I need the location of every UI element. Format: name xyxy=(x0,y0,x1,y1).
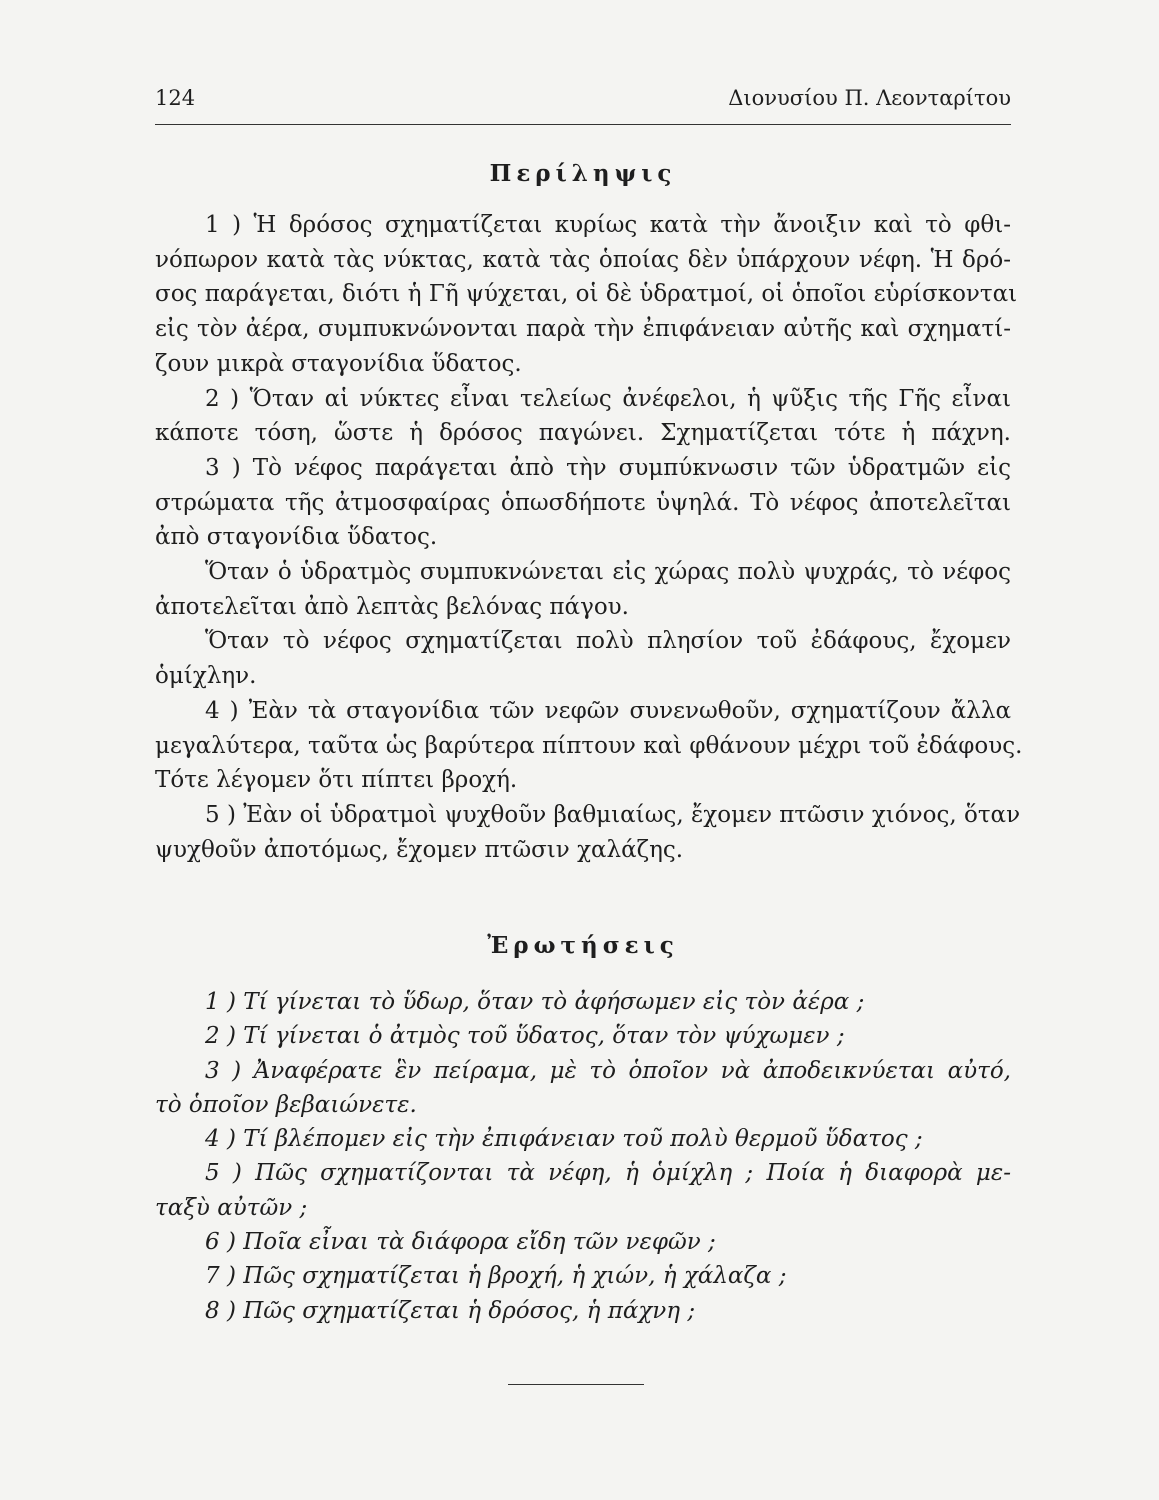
page-number: 124 xyxy=(155,86,196,110)
summary-line: νόπωρον κατὰ τὰς νύκτας, κατὰ τὰς ὁποίας δὲν ὑπάρχουν νέφη. Ἡ δρό- xyxy=(155,246,1011,273)
summary-line: Ὅταν τὸ νέφος σχηματίζεται πολὺ πλησίον τοῦ ἐδάφους, ἔχομεν xyxy=(205,628,1011,655)
question-line: τὸ ὁποῖον βεβαιώνετε. xyxy=(155,1091,417,1118)
summary-line: εἰς τὸν ἀέρα, συμπυκνώνονται παρὰ τὴν ἐπιφάνειαν αὐτῆς καὶ σχηματί- xyxy=(155,316,1011,343)
question-line: 8 ) Πῶς σχηματίζεται ἡ δρόσος, ἡ πάχνη ; xyxy=(205,1297,696,1324)
questions-list xyxy=(155,985,1011,1328)
question-line: 4 ) Τί βλέπομεν εἰς τὴν ἐπιφάνειαν τοῦ πολὺ θερμοῦ ὕδατος ; xyxy=(205,1126,923,1153)
question-line: 7 ) Πῶς σχηματίζεται ἡ βροχή, ἡ χιών, ἡ χάλαζα ; xyxy=(205,1263,787,1290)
questions-heading: Ἐρωτήσεις xyxy=(487,932,679,959)
summary-line: ὁμίχλην. xyxy=(155,663,257,690)
question-line: 1 ) Τί γίνεται τὸ ὕδωρ, ὅταν τὸ ἀφήσωμεν εἰς τὸν ἀέρα ; xyxy=(205,989,865,1015)
summary-line: μεγαλύτερα, ταῦτα ὡς βαρύτερα πίπτουν καὶ φθάνουν μέχρι τοῦ ἐδάφους. xyxy=(155,732,1023,759)
summary-line: 3 ) Τὸ νέφος παράγεται ἀπὸ τὴν συμπύκνωσιν τῶν ὑδρατμῶν εἰς xyxy=(205,454,1011,481)
summary-line: 1 ) Ἡ δρόσος σχηματίζεται κυρίως κατὰ τὴν ἄνοιξιν καὶ τὸ φθι- xyxy=(205,212,1011,238)
summary-heading: Περίληψις xyxy=(489,160,677,187)
summary-line: 4 ) Ἐὰν τὰ σταγονίδια τῶν νεφῶν συνενωθοῦν, σχηματίζουν ἄλλα xyxy=(205,697,1011,724)
question-line: 3 ) Ἀναφέρατε ἓν πείραμα, μὲ τὸ ὁποῖον νὰ ἀποδεικνύεται αὐτό, xyxy=(205,1057,1011,1084)
summary-line: στρώματα τῆς ἀτμοσφαίρας ὁπωσδήποτε ὑψηλά. Τὸ νέφος ἀποτελεῖται xyxy=(155,489,1011,516)
question-line: 6 ) Ποῖα εἶναι τὰ διάφορα εἴδη τῶν νεφῶν ; xyxy=(205,1229,716,1256)
summary-line: ψυχθοῦν ἀποτόμως, ἔχομεν πτῶσιν χαλάζης. xyxy=(155,836,684,863)
end-rule xyxy=(508,1384,644,1385)
question-line: 5 ) Πῶς σχηματίζονται τὰ νέφη, ἡ ὁμίχλη ; Ποία ἡ διαφορὰ με- xyxy=(205,1160,1011,1187)
summary-text xyxy=(155,208,1023,867)
header-rule xyxy=(155,124,1011,125)
summary-line: 2 ) Ὅταν αἱ νύκτες εἶναι τελείως ἀνέφελοι, ἡ ψῦξις τῆς Γῆς εἶναι xyxy=(205,385,1011,412)
question-line: 2 ) Τί γίνεται ὁ ἀτμὸς τοῦ ὕδατος, ὅταν τὸν ψύχωμεν ; xyxy=(205,1023,845,1050)
summary-line: ζουν μικρὰ σταγονίδια ὕδατος. xyxy=(155,350,522,377)
summary-line: σος παράγεται, διότι ἡ Γῆ ψύχεται, οἱ δὲ ὑδρατμοί, οἱ ὁποῖοι εὑρίσκονται xyxy=(155,281,1018,308)
running-head xyxy=(155,86,1011,122)
summary-line: Τότε λέγομεν ὅτι πίπτει βροχή. xyxy=(155,767,518,794)
summary-line: Ὅταν ὁ ὑδρατμὸς συμπυκνώνεται εἰς χώρας πολὺ ψυχράς, τὸ νέφος xyxy=(205,559,1011,586)
summary-line: ἀποτελεῖται ἀπὸ λεπτὰς βελόνας πάγου. xyxy=(155,593,629,620)
summary-line: ἀπὸ σταγονίδια ὕδατος. xyxy=(155,524,438,551)
summary-line: 5 ) Ἐὰν οἱ ὑδρατμοὶ ψυχθοῦν βαθμιαίως, ἔχομεν πτῶσιν χιόνος, ὅταν xyxy=(205,801,1021,828)
summary-line: κάποτε τόση, ὥστε ἡ δρόσος παγώνει. Σχηματίζεται τότε ἡ πάχνη. xyxy=(155,420,1011,447)
question-line: ταξὺ αὐτῶν ; xyxy=(155,1194,308,1221)
running-head-author: Διονυσίου Π. Λεονταρίτου xyxy=(728,86,1011,110)
